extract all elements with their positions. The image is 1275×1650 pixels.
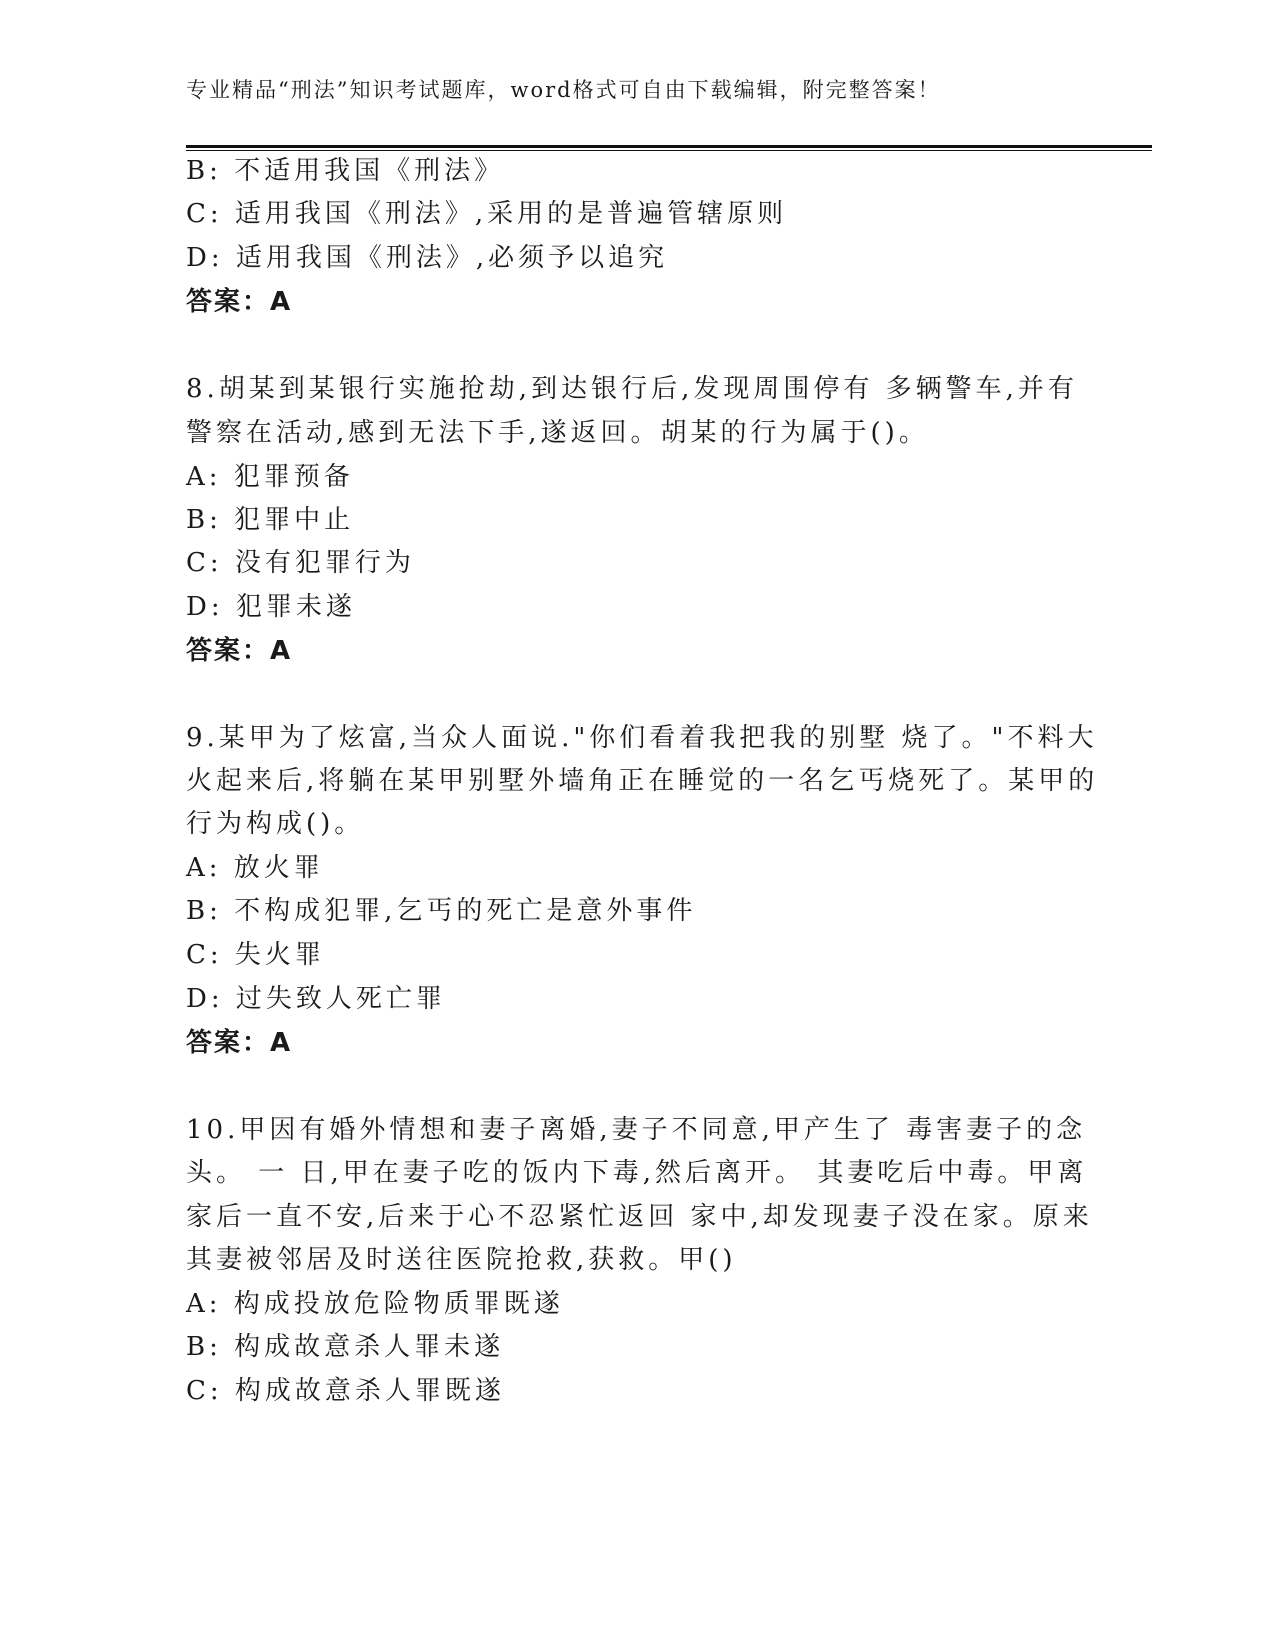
q9-answer: 答案：A — [186, 1028, 293, 1058]
q10-option-c: C: 构成故意杀人罪既遂 — [186, 1376, 505, 1406]
q9-option-c: C: 失火罪 — [186, 940, 325, 970]
q9-stem-line-1: 9.某甲为了炫富,当众人面说."你们看着我把我的别墅 烧了。"不料大 — [186, 723, 1098, 753]
q9-option-d: D: 过失致人死亡罪 — [186, 984, 446, 1014]
q8-option-d: D: 犯罪未遂 — [186, 592, 356, 622]
prev-option-b: B: 不适用我国《刑法》 — [186, 156, 505, 186]
q9-stem-line-3: 行为构成()。 — [186, 809, 365, 839]
page-header: 专业精品“刑法”知识考试题库，word格式可自由下载编辑，附完整答案！ — [186, 78, 941, 102]
q10-stem-line-2: 头。 一 日,甲在妻子吃的饭内下毒,然后离开。 其妻吃后中毒。甲离 — [186, 1158, 1088, 1188]
prev-option-d: D: 适用我国《刑法》,必须予以追究 — [186, 243, 669, 273]
q8-stem-line-2: 警察在活动,感到无法下手,遂返回。胡某的行为属于()。 — [186, 418, 929, 448]
q9-option-b: B: 不构成犯罪,乞丐的死亡是意外事件 — [186, 896, 697, 926]
q10-stem-line-1: 10.甲因有婚外情想和妻子离婚,妻子不同意,甲产生了 毒害妻子的念 — [186, 1115, 1087, 1145]
q8-option-a: A: 犯罪预备 — [186, 462, 354, 492]
q8-answer: 答案：A — [186, 636, 293, 666]
q9-option-a: A: 放火罪 — [186, 853, 324, 883]
prev-option-c: C: 适用我国《刑法》,采用的是普遍管辖原则 — [186, 199, 788, 229]
prev-answer: 答案：A — [186, 287, 293, 317]
header-divider — [186, 145, 1152, 148]
q8-option-c: C: 没有犯罪行为 — [186, 548, 415, 578]
header-divider-thin — [186, 150, 1152, 151]
q8-stem-line-1: 8.胡某到某银行实施抢劫,到达银行后,发现周围停有 多辆警车,并有 — [186, 374, 1078, 404]
q10-option-a: A: 构成投放危险物质罪既遂 — [186, 1289, 564, 1319]
q9-stem-line-2: 火起来后,将躺在某甲别墅外墙角正在睡觉的一名乞丐烧死了。某甲的 — [186, 766, 1099, 796]
q10-option-b: B: 构成故意杀人罪未遂 — [186, 1332, 505, 1362]
q8-option-b: B: 犯罪中止 — [186, 505, 355, 535]
q10-stem-line-4: 其妻被邻居及时送往医院抢救,获救。甲() — [186, 1245, 737, 1275]
q10-stem-line-3: 家后一直不安,后来于心不忍紧忙返回 家中,却发现妻子没在家。原来 — [186, 1202, 1093, 1232]
